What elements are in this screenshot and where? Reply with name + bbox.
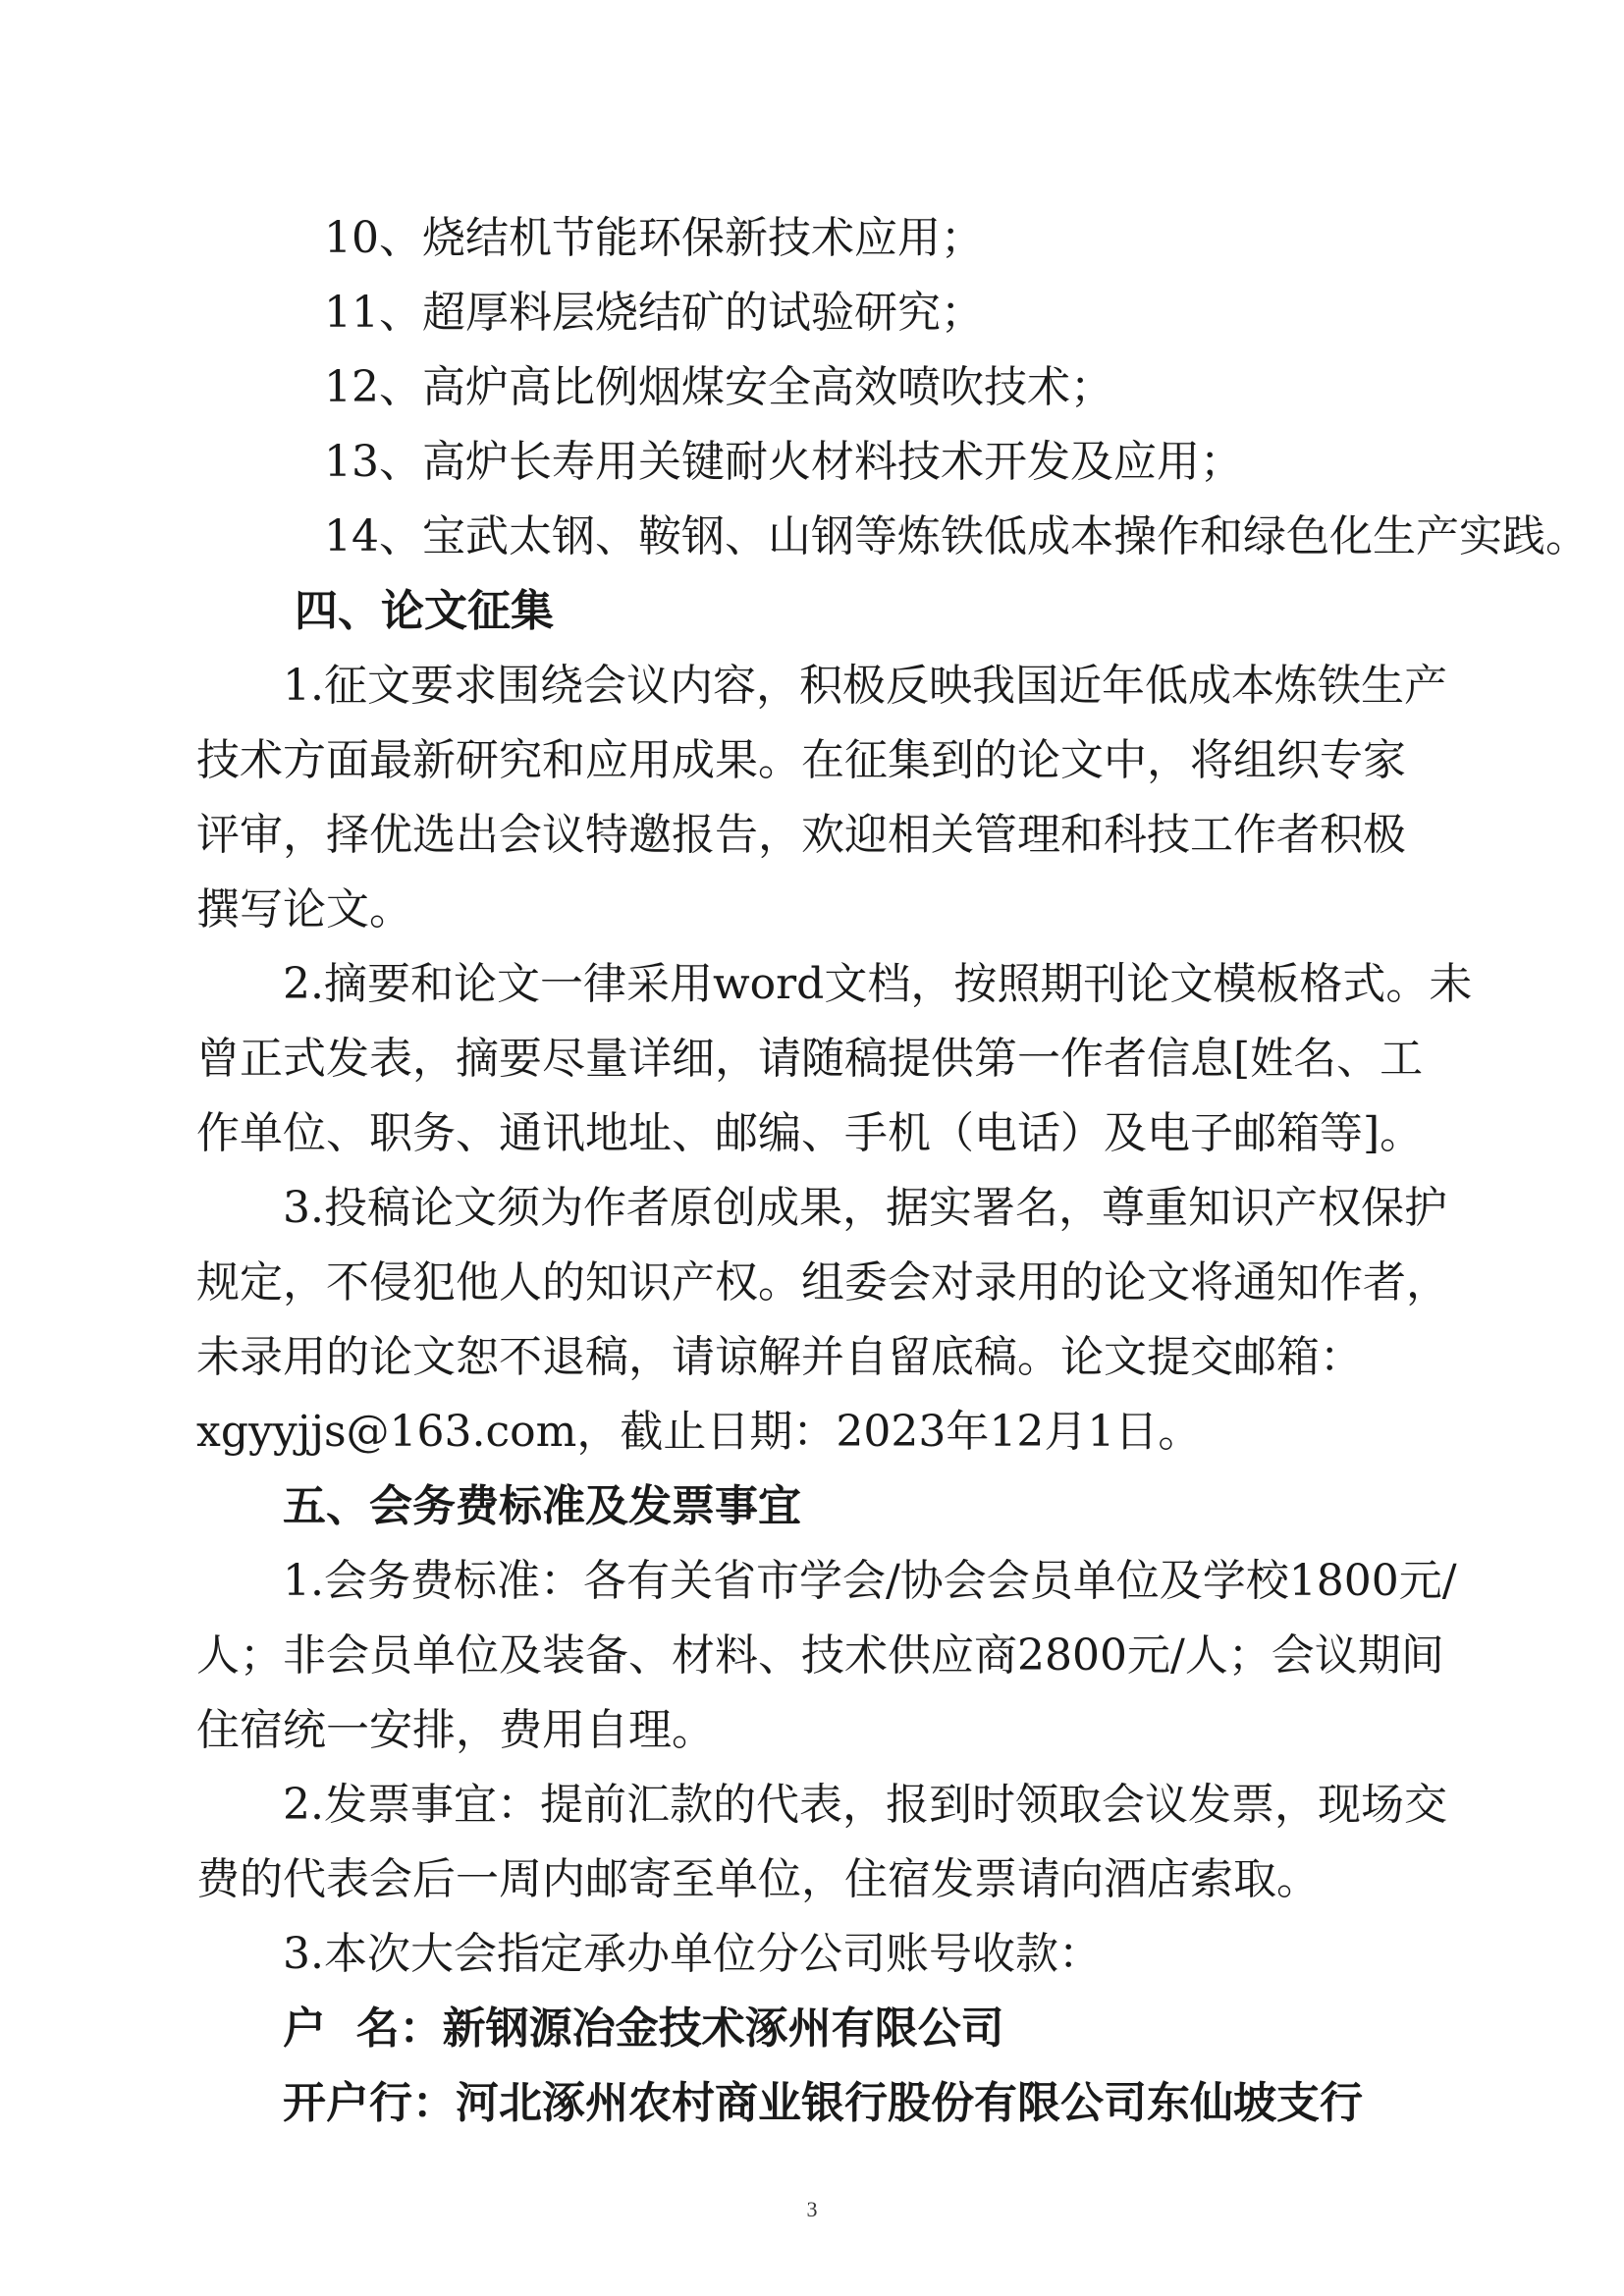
account-name: 户 名：新钢源冶金技术涿州有限公司 [283, 2003, 1004, 2054]
list-item: 13、高炉长寿用关键耐火材料技术开发及应用； [324, 437, 1243, 487]
paragraph-line: 规定，不侵犯他人的知识产权。组委会对录用的论文将通知作者， [196, 1257, 1449, 1308]
document-body [196, 201, 1589, 2141]
paragraph-line: 3.本次大会指定承办单位分公司账号收款： [283, 1929, 1102, 1979]
paragraph-line: 评审，择优选出会议特邀报告，欢迎相关管理和科技工作者积极 [196, 810, 1406, 860]
paragraph-line: 曾正式发表，摘要尽量详细，请随稿提供第一作者信息[姓名、工 [196, 1034, 1424, 1084]
paragraph-line: 1.征文要求围绕会议内容，积极反映我国近年低成本炼铁生产 [283, 661, 1447, 711]
paragraph-line: 2.摘要和论文一律采用word文档，按照期刊论文模板格式。未 [283, 959, 1473, 1009]
paragraph-line: 1.会务费标准：各有关省市学会/协会会员单位及学校1800元/ [283, 1556, 1457, 1606]
paragraph-line: 2.发票事宜：提前汇款的代表，报到时领取会议发票，现场交 [283, 1780, 1447, 1830]
paragraph-line: xgyyjjs@163.com，截止日期：2023年12月1日。 [196, 1407, 1202, 1457]
list-item: 10、烧结机节能环保新技术应用； [324, 213, 984, 263]
section-heading-fees: 五、会务费标准及发票事宜 [283, 1481, 801, 1531]
bank-name: 开户行：河北涿州农村商业银行股份有限公司东仙坡支行 [283, 2078, 1363, 2128]
paragraph-line: 住宿统一安排，费用自理。 [196, 1705, 715, 1755]
paragraph-line: 撰写论文。 [196, 884, 412, 934]
paragraph-line: 费的代表会后一周内邮寄至单位，住宿发票请向酒店索取。 [196, 1854, 1320, 1904]
list-item: 11、超厚料层烧结矿的试验研究； [324, 288, 984, 338]
paragraph-line: 未录用的论文恕不退稿，请谅解并自留底稿。论文提交邮箱： [196, 1332, 1363, 1382]
paragraph-line: 人；非会员单位及装备、材料、技术供应商2800元/人；会议期间 [196, 1630, 1444, 1681]
paragraph-line: 3.投稿论文须为作者原创成果，据实署名，尊重知识产权保护 [283, 1183, 1447, 1233]
paragraph-line: 技术方面最新研究和应用成果。在征集到的论文中，将组织专家 [196, 735, 1406, 785]
list-item: 14、宝武太钢、鞍钢、山钢等炼铁低成本操作和绿色化生产实践。 [324, 511, 1589, 561]
page-number: 3 [806, 2197, 818, 2221]
paragraph-line: 作单位、职务、通讯地址、邮编、手机（电话）及电子邮箱等]。 [196, 1108, 1424, 1158]
list-item: 12、高炉高比例烟煤安全高效喷吹技术； [324, 362, 1113, 412]
section-heading-papers: 四、论文征集 [295, 586, 554, 636]
